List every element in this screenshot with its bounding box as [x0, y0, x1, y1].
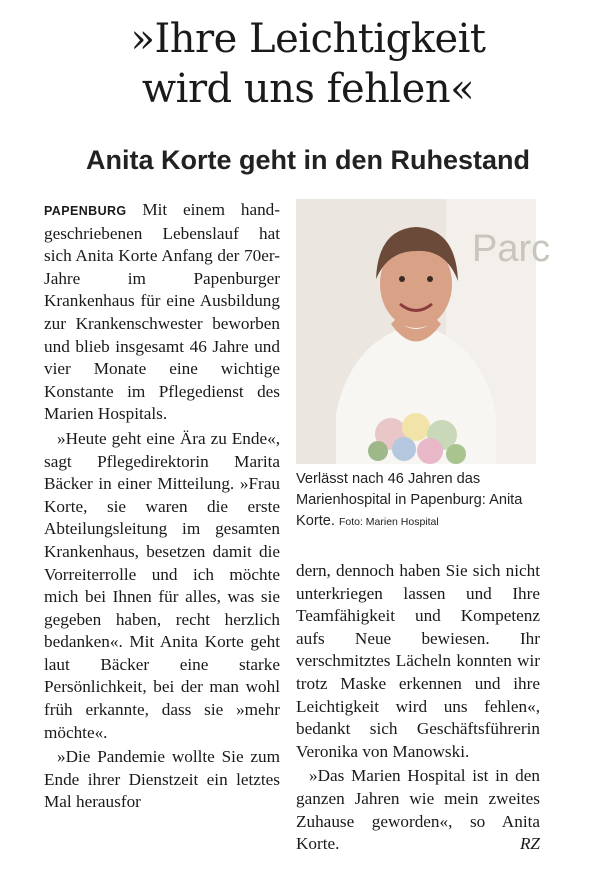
paragraph-4: dern, dennoch haben Sie sich nicht unterkriegen lassen und Ihre Teamfähigkeit und Kompetenz aufs Neue bewiesen. Ihr verschmitztes Lächeln konnten wir trotz Maske erkennen und ihre Leichtigkeit wird uns fehlen«, bedankt sich Geschäftsführerin Veronika von Manowski. — [296, 561, 540, 761]
photo-credit: Foto: Marien Hospital — [338, 516, 439, 528]
paragraph-5 — [296, 765, 540, 855]
paragraph-1 — [44, 199, 280, 426]
subheadline: Anita Korte geht in den Ruhestand — [85, 145, 530, 175]
photo-caption — [296, 469, 540, 533]
article-column-right — [296, 560, 540, 856]
paragraph-2: »Heute geht eine Ära zu Ende«, sagt Pflegedirektorin Marita Bäcker in einer Mitteilung. »Frau Korte, sie waren die erste Abteilungsleitung im gesamten Krankenhaus, besetzen damit die Vorreiterrolle und ich möchte mich bei Ihnen für alles, was sie gegeben haben, recht herzlich bedanken«. Mit Anita Korte geht laut Bäcker eine starke Persönlichkeit, bei der man wohl früh erkannte, dass sie »mehr möchte«. — [44, 428, 280, 742]
paragraph-5-text: »Das Marien Hospital ist in den ganzen Jahren wie mein zweites Zuhause geworden«, so Anita Korte. — [296, 766, 540, 854]
headline-line-2: wird uns fehlen« — [141, 66, 475, 112]
headline — [0, 14, 616, 114]
dateline: PAPENBURG — [44, 204, 127, 218]
article-column-left — [44, 199, 280, 814]
portrait-photo-icon — [296, 199, 551, 464]
headline-line-1: »Ihre Leichtigkeit — [130, 16, 486, 62]
photo-sign-text: Parc — [472, 228, 551, 270]
paragraph-1-text: Mit einem handgeschriebenen Lebenslauf hat sich Anita Korte Anfang der 70er-Jahre im Papenburger Krankenhaus für eine Ausbildung zur Krankenschwester beworben und blieb insgesamt 46 Jahre und vier Monate eine wichtige Konstante im Pflegedienst des Marien Hospitals. — [44, 200, 280, 424]
caption-text: Verlässt nach 46 Jahren das Marienhospital in Papenburg: Anita Korte. — [296, 471, 523, 529]
author-initials: RZ — [519, 834, 540, 854]
paragraph-3: »Die Pandemie wollte Sie zum Ende ihrer Dienstzeit ein letztes Mal herausfor — [44, 747, 280, 812]
article-photo — [296, 199, 551, 464]
